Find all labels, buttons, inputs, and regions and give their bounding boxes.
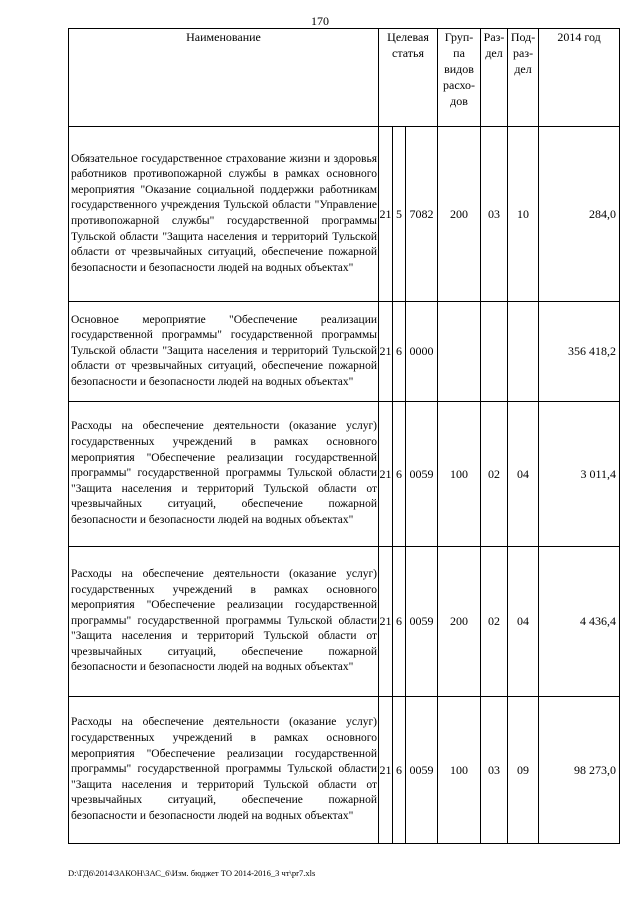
header-expense-group-line: па: [453, 46, 465, 60]
row-subsection: 04: [508, 547, 539, 697]
row-section: 02: [481, 547, 508, 697]
row-amount: 284,0: [539, 127, 620, 302]
row-name: Обязательное государственное страхование жизни и здоровья работников противопожарной службы в рамках основного мероприятия "Оказание социальной поддержки работникам государственного учреждения Тульской области "Управление противопожарной службы" государственной программы Тульской области "Защита населения и территорий Тульской области от чрезвычайных ситуаций, обеспечение пожарной безопасности и безопасности людей на водных объектах": [69, 127, 379, 302]
row-amount: 98 273,0: [539, 697, 620, 844]
header-subsection-line: Под-: [510, 30, 536, 44]
row-cs3: 0059: [406, 402, 438, 547]
row-section: 03: [481, 127, 508, 302]
header-section-line: Раз-: [483, 30, 505, 44]
row-subsection: 04: [508, 402, 539, 547]
row-cs3: 7082: [406, 127, 438, 302]
row-amount: 356 418,2: [539, 302, 620, 402]
row-amount: 4 436,4: [539, 547, 620, 697]
row-cs1: 21: [379, 127, 393, 302]
table-row: [69, 697, 620, 844]
row-name: Расходы на обеспечение деятельности (оказание услуг) государственных учреждений в рамках основного мероприятия "Обеспечение реализации государственной программы" государственной программы Тульской области "Защита населения и территорий Тульской области от чрезвычайных ситуаций, обеспечение пожарной безопасности и безопасности людей на водных объектах": [69, 402, 379, 547]
row-cs3: 0059: [406, 547, 438, 697]
row-name: Расходы на обеспечение деятельности (оказание услуг) государственных учреждений в рамках основного мероприятия "Обеспечение реализации государственной программы" государственной программы Тульской области "Защита населения и территорий Тульской области от чрезвычайных ситуаций, обеспечение пожарной безопасности и безопасности людей на водных объектах": [69, 697, 379, 844]
row-section: [481, 302, 508, 402]
budget-table: [68, 28, 620, 844]
row-group: 200: [438, 547, 481, 697]
header-expense-group-line: видов: [444, 62, 474, 76]
row-cs2: 6: [393, 302, 406, 402]
header-expense-group-line: Груп-: [444, 30, 474, 44]
table-header-row: [69, 29, 620, 127]
row-cs2: 5: [393, 127, 406, 302]
header-expense-group-line: расхо-: [443, 78, 476, 92]
page-number: 170: [311, 14, 329, 28]
header-section-line: дел: [485, 46, 503, 60]
table-row: [69, 402, 620, 547]
row-subsection: 10: [508, 127, 539, 302]
row-cs2: 6: [393, 697, 406, 844]
row-name: Расходы на обеспечение деятельности (оказание услуг) государственных учреждений в рамках основного мероприятия "Обеспечение реализации государственной программы" государственной программы Тульской области "Защита населения и территорий Тульской области от чрезвычайных ситуаций, обеспечение пожарной безопасности и безопасности людей на водных объектах": [69, 547, 379, 697]
footer-file-path: D:\ГД6\2014\ЗАКОН\ЗАС_6\Изм. бюджет ТО 2014-2016_3 чт\pr7.xls: [68, 868, 316, 878]
table-row: [69, 127, 620, 302]
row-cs2: 6: [393, 402, 406, 547]
row-subsection: [508, 302, 539, 402]
header-section: [481, 29, 508, 127]
header-subsection: [508, 29, 539, 127]
row-group: 100: [438, 402, 481, 547]
row-cs3: 0000: [406, 302, 438, 402]
header-subsection-line: раз-: [513, 46, 534, 60]
row-group: [438, 302, 481, 402]
row-name: Основное мероприятие "Обеспечение реализации государственной программы" государственной программы Тульской области "Защита населения и территорий Тульской области от чрезвычайных ситуаций, обеспечение пожарной безопасности и безопасности людей на водных объектах": [69, 302, 379, 402]
header-year: 2014 год: [539, 29, 620, 127]
row-cs1: 21: [379, 547, 393, 697]
row-section: 02: [481, 402, 508, 547]
row-section: 03: [481, 697, 508, 844]
table-row: [69, 302, 620, 402]
row-subsection: 09: [508, 697, 539, 844]
header-expense-group-line: дов: [450, 94, 468, 108]
row-group: 100: [438, 697, 481, 844]
header-name: Наименование: [69, 29, 379, 127]
header-subsection-line: дел: [514, 62, 532, 76]
row-group: 200: [438, 127, 481, 302]
row-cs1: 21: [379, 302, 393, 402]
row-cs1: 21: [379, 402, 393, 547]
row-cs2: 6: [393, 547, 406, 697]
header-target-article-text: Целевая статья: [387, 30, 429, 60]
header-expense-group: [438, 29, 481, 127]
header-target-article: [379, 29, 438, 127]
row-cs1: 21: [379, 697, 393, 844]
table-row: [69, 547, 620, 697]
row-amount: 3 011,4: [539, 402, 620, 547]
row-cs3: 0059: [406, 697, 438, 844]
